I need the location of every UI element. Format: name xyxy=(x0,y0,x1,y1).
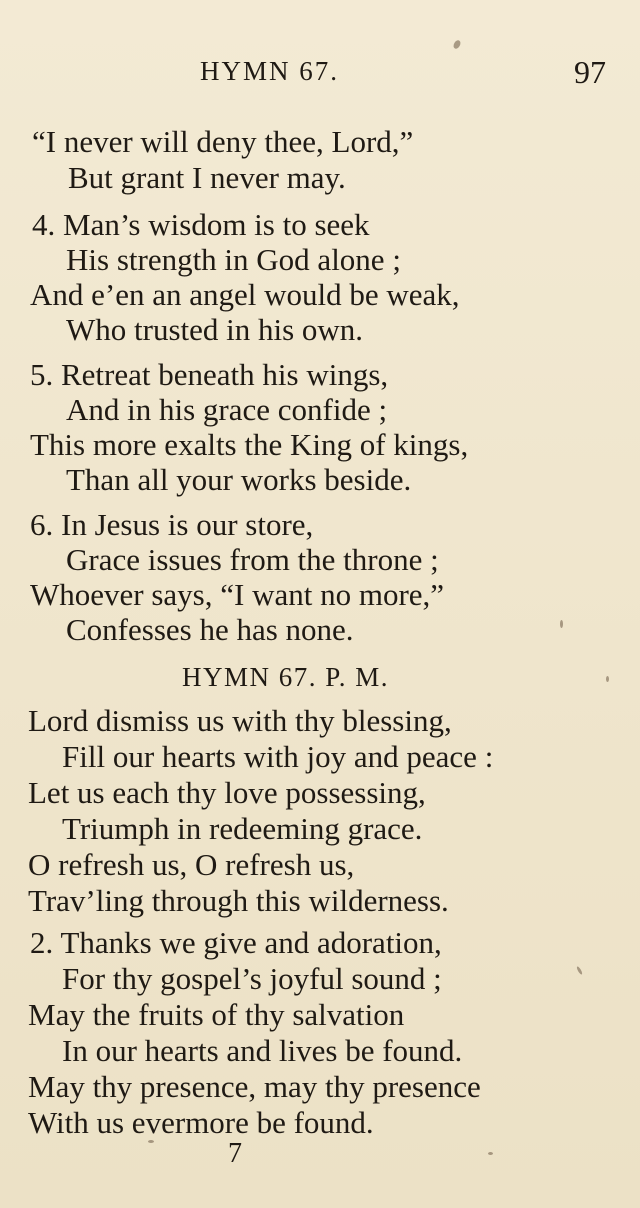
verse-line: 4. Man’s wisdom is to seek xyxy=(32,207,370,242)
signature-mark: 7 xyxy=(228,1138,242,1169)
verse-line: Fill our hearts with joy and peace : xyxy=(62,739,494,774)
hymn-67-heading: HYMN 67. P. M. xyxy=(182,662,390,692)
verse-line: Than all your works beside. xyxy=(66,462,412,497)
verse-line: Trav’ling through this wilderness. xyxy=(28,883,449,918)
verse-line: And e’en an angel would be weak, xyxy=(30,277,460,312)
verse-line: 6. In Jesus is our store, xyxy=(30,507,314,542)
page-number: 97 xyxy=(574,54,606,90)
verse-line: Confesses he has none. xyxy=(66,612,354,647)
paper-speck xyxy=(452,39,462,50)
verse-line: His strength in God alone ; xyxy=(66,242,401,277)
verse-line: But grant I never may. xyxy=(68,160,346,195)
verse-line: This more exalts the King of kings, xyxy=(30,427,469,462)
verse-line: Who trusted in his own. xyxy=(66,312,364,347)
verse-line: Let us each thy love possessing, xyxy=(28,775,426,810)
verse-line: Lord dismiss us with thy blessing, xyxy=(28,703,452,738)
paper-speck xyxy=(148,1140,154,1143)
verse-line: May the fruits of thy salvation xyxy=(28,997,405,1032)
verse-line: Whoever says, “I want no more,” xyxy=(30,577,445,612)
running-head xyxy=(0,56,640,96)
verse-line: With us evermore be found. xyxy=(28,1105,374,1140)
paper-speck xyxy=(560,620,563,628)
verse-line: May thy presence, may thy presence xyxy=(28,1069,481,1104)
verse-line: Grace issues from the throne ; xyxy=(66,542,439,577)
paper-speck xyxy=(576,966,583,975)
verse-line: 5. Retreat beneath his wings, xyxy=(30,357,389,392)
verse-line: Triumph in redeeming grace. xyxy=(62,811,423,846)
paper-speck xyxy=(606,676,609,682)
paper-speck xyxy=(488,1152,493,1155)
verse-line: For thy gospel’s joyful sound ; xyxy=(62,961,442,996)
running-head-title: HYMN 67. xyxy=(200,56,340,86)
verse-line: In our hearts and lives be found. xyxy=(62,1033,463,1068)
verse-line: O refresh us, O refresh us, xyxy=(28,847,355,882)
verse-line: 2. Thanks we give and adoration, xyxy=(30,925,442,960)
verse-line: And in his grace confide ; xyxy=(66,392,388,427)
verse-line: “I never will deny thee, Lord,” xyxy=(32,124,414,159)
